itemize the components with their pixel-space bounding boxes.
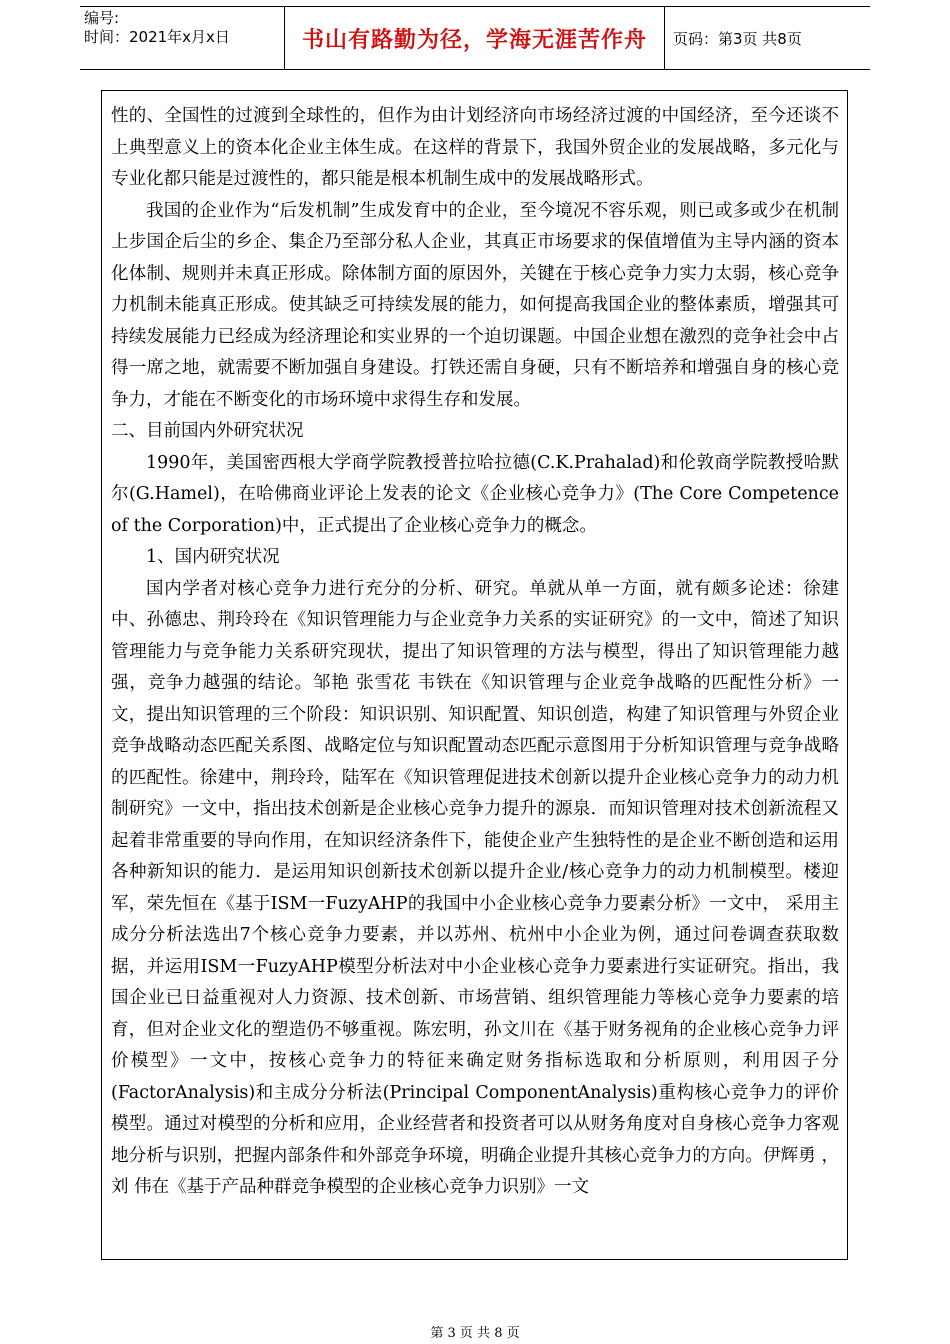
page-header [80, 6, 870, 70]
time-label: 时间：2021年x月x日 [84, 28, 230, 46]
content-box [101, 90, 848, 1260]
header-meta [80, 7, 285, 69]
paragraph-4: 国内学者对核心竞争力进行充分的分析、研究。单就从单一方面，就有颇多论述：徐建中、孙德忠、荆玲玲在《知识管理能力与企业竞争力关系的实证研究》的一文中，简述了知识管理能力与竞争能力关系研究现状，提出了知识管理的方法与模型，得出了知识管理能力越强，竞争力越强的结论。邹艳 张雪花 韦铁在《知识管理与企业竞争战略的匹配性分析》一文，提出知识管理的三个阶段：知识识别、知识配置、知识创造，构建了知识管理与外贸企业竞争战略动态匹配关系图、战略定位与知识配置动态匹配示意图用于分析知识管理与竞争战略的匹配性。徐建中，荆玲玲，陆军在《知识管理促进技术创新以提升企业核心竞争力的动力机制研究》一文中，指出技术创新是企业核心竞争力提升的源泉．而知识管理对技术创新流程又起着非常重要的导向作用，在知识经济条件下，能使企业产生独特性的是企业不断创造和运用各种新知识的能力．是运用知识创新技术创新以提升企业/核心竞争力的动力机制模型。楼迎军，荣先恒在《基于ISM一FuzyAHP的我国中小企业核心竞争力要素分析》一文中， 采用主成分分析法选出7个核心竞争力要素，并以苏州、杭州中小企业为例，通过问卷调查获取数据，并运用ISM一FuzyAHP模型分析法对中小企业核心竞争力要素进行实证研究。指出，我国企业已日益重视对人力资源、技术创新、市场营销、组织管理能力等核心竞争力要素的培育，但对企业文化的塑造仍不够重视。陈宏明，孙文川在《基于财务视角的企业核心竞争力评价模型》一文中，按核心竞争力的特征来确定财务指标选取和分析原则，利用因子分(FactorAnalysis)和主成分分析法(Principal ComponentAnalysis)重构核心竞争力的评价模型。通过对模型的分析和应用，企业经营者和投资者可以从财务角度对自身核心竞争力客观地分析与识别，把握内部条件和外部竞争环境，明确企业提升其核心竞争力的方向。伊辉勇 ，刘 伟在《基于产品种群竞争模型的企业核心竞争力识别》一文 [111, 578, 839, 1197]
paragraph-2: 我国的企业作为“后发机制”生成发育中的企业，至今境况不容乐观，则已或多或少在机制上步国企后尘的乡企、集企乃至部分私人企业，其真正市场要求的保值增值为主导内涵的资本化体制、规则并未真正形成。除体制方面的原因外，关键在于核心竞争力实力太弱，核心竞争力机制未能真正形成。使其缺乏可持续发展的能力，如何提高我国企业的整体素质，增强其可持续发展能力已经成为经济理论和实业界的一个迫切课题。中国企业想在激烈的竞争社会中占得一席之地，就需要不断加强自身建设。打铁还需自身硬，只有不断培养和增强自身的核心竞争力，才能在不断变化的市场环境中求得生存和发展。 [111, 200, 839, 410]
section-heading: 二、目前国内外研究状况 [111, 421, 304, 441]
subsection-heading: 1、国内研究状况 [146, 547, 280, 567]
number-label: 编号: [84, 9, 120, 27]
header-motto: 书山有路勤为径，学海无涯苦作舟 [285, 7, 665, 69]
page-footer: 第 3 页 共 8 页 [430, 1326, 520, 1341]
paragraph-3: 1990年，美国密西根大学商学院教授普拉哈拉德(C.K.Prahalad)和伦敦商学院教授哈默尔(G.Hamel)，在哈佛商业评论上发表的论文《企业核心竞争力》(The Core Competence of the Corporation)中，正式提出了企业核心竞争力的概念。 [111, 452, 839, 536]
paragraph-1: 性的、全国性的过渡到全球性的，但作为由计划经济向市场经济过渡的中国经济，至今还谈不上典型意义上的资本化企业主体生成。在这样的背景下，我国外贸企业的发展战略，多元化与专业化都只能是过渡性的，都只能是根本机制生成中的发展战略形式。 [111, 106, 839, 189]
header-page-info: 页码：第3页 共8页 [673, 29, 802, 48]
